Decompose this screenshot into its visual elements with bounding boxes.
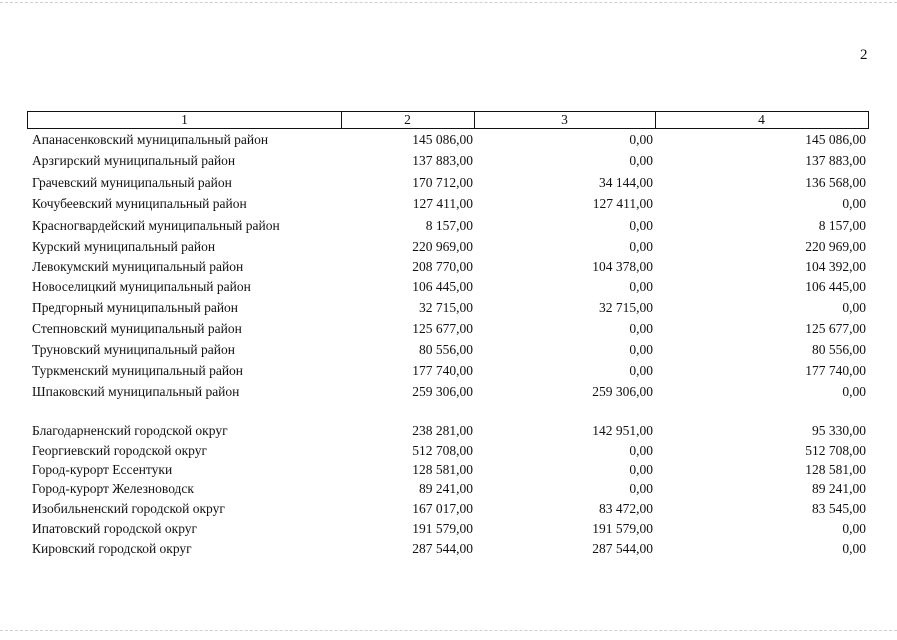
value-col-4: 89 241,00 — [812, 481, 866, 496]
value-col-4: 136 568,00 — [805, 175, 866, 190]
municipality-name: Изобильненский городской округ — [32, 501, 225, 516]
value-col-4: 220 969,00 — [805, 239, 866, 254]
municipality-name: Арзгирский муниципальный район — [32, 153, 236, 168]
value-col-4: 104 392,00 — [805, 259, 866, 274]
value-col-2: 238 281,00 — [412, 423, 473, 438]
value-col-2: 208 770,00 — [412, 259, 473, 274]
value-col-4: 128 581,00 — [805, 462, 866, 477]
table-row — [0, 362, 897, 380]
table-row — [0, 500, 897, 518]
value-col-3: 259 306,00 — [592, 384, 653, 399]
value-col-2: 127 411,00 — [412, 196, 473, 211]
column-header-3: 3 — [474, 111, 656, 129]
table-row — [0, 442, 897, 460]
value-col-3: 0,00 — [629, 462, 653, 477]
value-col-2: 32 715,00 — [419, 300, 473, 315]
value-col-2: 8 157,00 — [425, 218, 473, 233]
value-col-2: 80 556,00 — [419, 342, 473, 357]
value-col-2: 170 712,00 — [412, 175, 473, 190]
municipality-name: Шпаковский муниципальный район — [32, 384, 240, 399]
municipality-name: Ипатовский городской округ — [32, 521, 198, 536]
municipality-name: Грачевский муниципальный район — [32, 175, 232, 190]
column-header-2: 2 — [341, 111, 475, 129]
value-col-2: 125 677,00 — [412, 321, 473, 336]
value-col-4: 125 677,00 — [805, 321, 866, 336]
value-col-2: 191 579,00 — [412, 521, 473, 536]
value-col-4: 83 545,00 — [812, 501, 866, 516]
table-row — [0, 383, 897, 401]
table-row — [0, 258, 897, 276]
table-row — [0, 480, 897, 498]
table-row — [0, 422, 897, 440]
municipality-name: Курский муниципальный район — [32, 239, 216, 254]
municipality-name: Туркменский муниципальный район — [32, 363, 244, 378]
municipality-name: Труновский муниципальный район — [32, 342, 235, 357]
value-col-4: 145 086,00 — [805, 132, 866, 147]
municipality-name: Красногвардейский муниципальный район — [32, 218, 280, 233]
municipality-name: Предгорный муниципальный район — [32, 300, 239, 315]
table-row — [0, 278, 897, 296]
municipality-name: Благодарненский городской округ — [32, 423, 228, 438]
table-row — [0, 238, 897, 256]
table-row — [0, 540, 897, 558]
value-col-2: 106 445,00 — [412, 279, 473, 294]
table-row — [0, 217, 897, 235]
value-col-4: 80 556,00 — [812, 342, 866, 357]
column-header-4: 4 — [655, 111, 869, 129]
value-col-3: 127 411,00 — [592, 196, 653, 211]
value-col-2: 177 740,00 — [412, 363, 473, 378]
value-col-2: 220 969,00 — [412, 239, 473, 254]
value-col-3: 0,00 — [629, 153, 653, 168]
value-col-4: 0,00 — [842, 300, 866, 315]
value-col-3: 0,00 — [629, 279, 653, 294]
value-col-4: 95 330,00 — [812, 423, 866, 438]
municipality-name: Новоселицкий муниципальный район — [32, 279, 251, 294]
value-col-3: 104 378,00 — [592, 259, 653, 274]
value-col-2: 137 883,00 — [412, 153, 473, 168]
table-row — [0, 131, 897, 149]
column-header-1: 1 — [27, 111, 342, 129]
municipality-name: Кировский городской округ — [32, 541, 192, 556]
table-row — [0, 341, 897, 359]
value-col-3: 287 544,00 — [592, 541, 653, 556]
value-col-3: 0,00 — [629, 443, 653, 458]
value-col-3: 32 715,00 — [599, 300, 653, 315]
value-col-3: 34 144,00 — [599, 175, 653, 190]
table-row — [0, 520, 897, 538]
page-top-edge — [0, 2, 897, 3]
table-row — [0, 299, 897, 317]
value-col-3: 0,00 — [629, 132, 653, 147]
value-col-2: 287 544,00 — [412, 541, 473, 556]
value-col-4: 137 883,00 — [805, 153, 866, 168]
value-col-4: 512 708,00 — [805, 443, 866, 458]
value-col-3: 0,00 — [629, 239, 653, 254]
municipality-name: Степновский муниципальный район — [32, 321, 242, 336]
value-col-4: 177 740,00 — [805, 363, 866, 378]
page-bottom-edge — [0, 630, 897, 631]
municipality-name: Апанасенковский муниципальный район — [32, 132, 269, 147]
value-col-2: 259 306,00 — [412, 384, 473, 399]
value-col-3: 0,00 — [629, 363, 653, 378]
table-row — [0, 320, 897, 338]
value-col-4: 106 445,00 — [805, 279, 866, 294]
value-col-2: 167 017,00 — [412, 501, 473, 516]
value-col-2: 128 581,00 — [412, 462, 473, 477]
value-col-4: 0,00 — [842, 196, 866, 211]
value-col-3: 0,00 — [629, 342, 653, 357]
table-row — [0, 174, 897, 192]
value-col-4: 0,00 — [842, 541, 866, 556]
value-col-4: 8 157,00 — [818, 218, 866, 233]
value-col-3: 191 579,00 — [592, 521, 653, 536]
value-col-3: 142 951,00 — [592, 423, 653, 438]
value-col-4: 0,00 — [842, 521, 866, 536]
municipality-name: Кочубеевский муниципальный район — [32, 196, 247, 211]
table-row — [0, 152, 897, 170]
municipality-name: Левокумский муниципальный район — [32, 259, 244, 274]
value-col-2: 145 086,00 — [412, 132, 473, 147]
page-number: 2 — [860, 47, 868, 63]
value-col-3: 0,00 — [629, 218, 653, 233]
value-col-3: 0,00 — [629, 481, 653, 496]
value-col-2: 512 708,00 — [412, 443, 473, 458]
municipality-name: Георгиевский городской округ — [32, 443, 208, 458]
value-col-3: 83 472,00 — [599, 501, 653, 516]
municipality-name: Город-курорт Ессентуки — [32, 462, 173, 477]
table-row — [0, 195, 897, 213]
value-col-3: 0,00 — [629, 321, 653, 336]
value-col-4: 0,00 — [842, 384, 866, 399]
municipality-name: Город-курорт Железноводск — [32, 481, 194, 496]
value-col-2: 89 241,00 — [419, 481, 473, 496]
table-row — [0, 461, 897, 479]
